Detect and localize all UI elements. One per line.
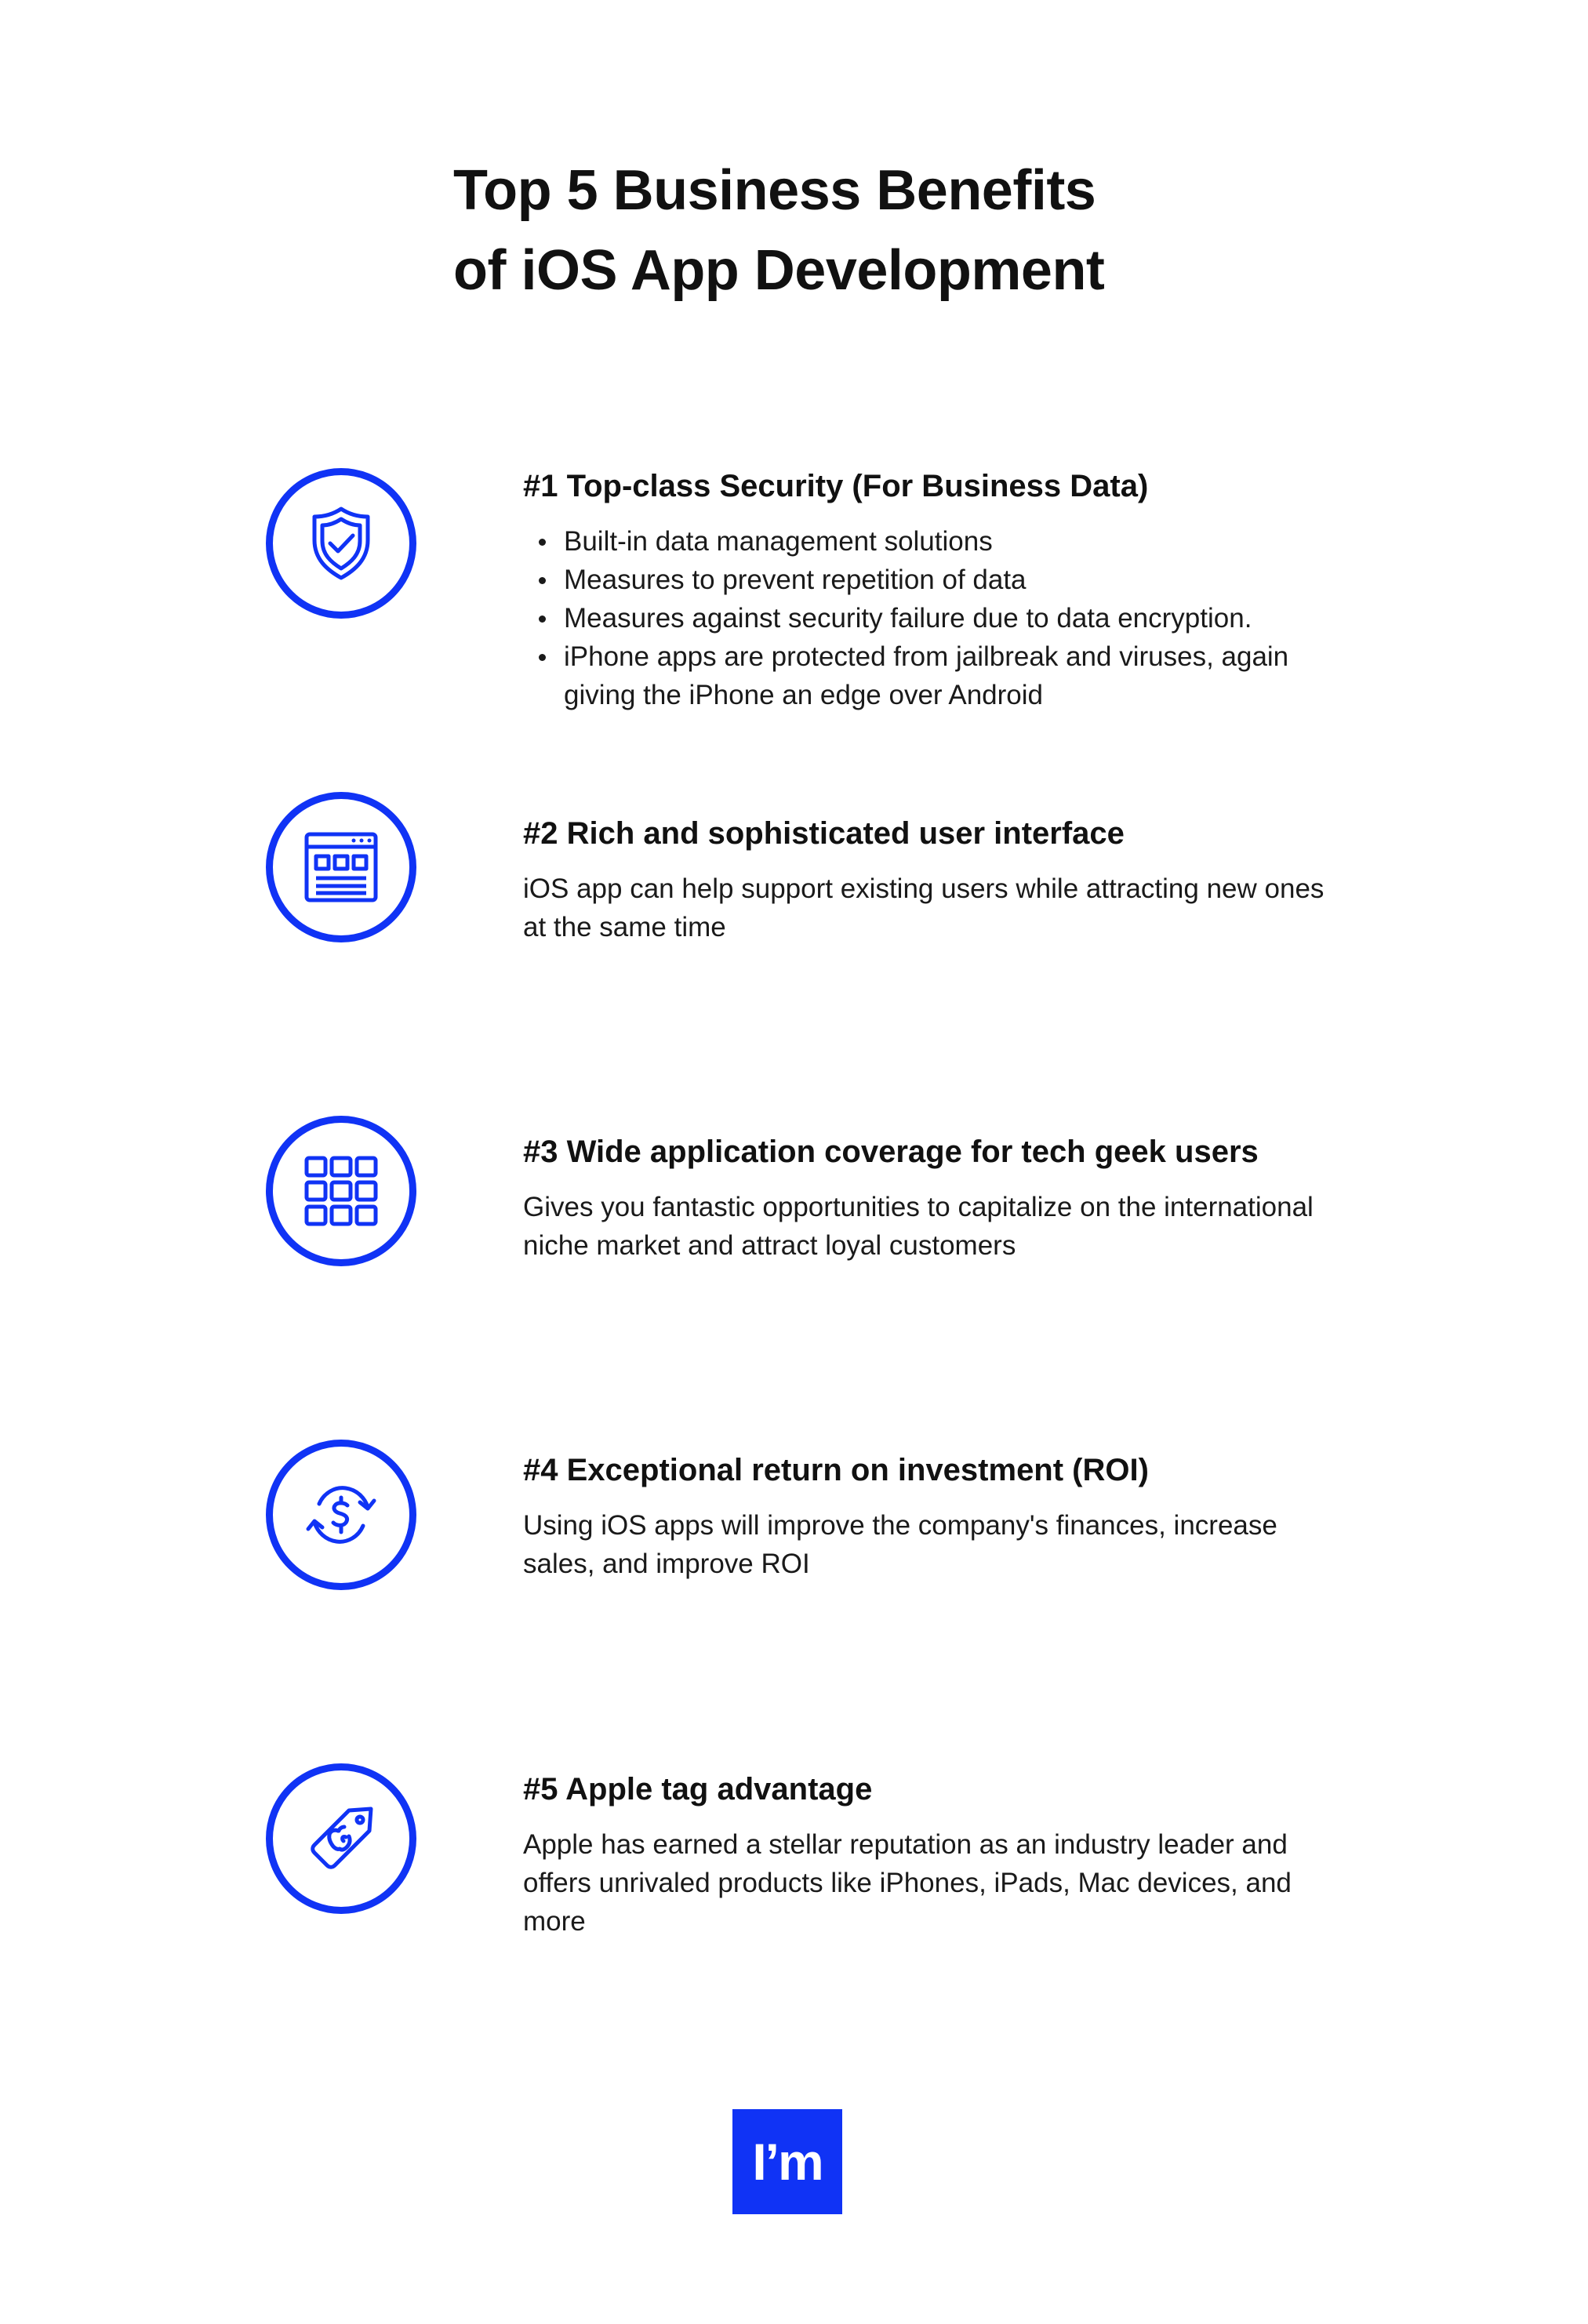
shield-check-icon — [310, 506, 372, 581]
page-title-line-2: of iOS App Development — [453, 239, 1105, 302]
apple-tag-icon-badge — [266, 1763, 416, 1914]
bullet-item: Measures against security failure due to data encryption. — [523, 599, 1346, 637]
apple-tag-icon — [303, 1801, 379, 1876]
interface-icon-badge — [266, 792, 416, 942]
benefit-heading: #4 Exceptional return on investment (ROI) — [523, 1453, 1149, 1487]
benefit-heading: #2 Rich and sophisticated user interface — [523, 816, 1125, 851]
security-icon-badge — [266, 468, 416, 619]
brand-logo-text: I’m — [752, 2133, 823, 2191]
benefit-bullet-list — [523, 522, 1346, 714]
benefit-description: Using iOS apps will improve the company's finances, increase sales, and improve ROI — [523, 1510, 1277, 1579]
bullet-item: Built-in data management solutions — [523, 522, 1346, 561]
benefit-description: iOS app can help support existing users while attracting new ones at the same time — [523, 873, 1325, 942]
roi-icon-badge — [266, 1440, 416, 1590]
benefit-4 — [523, 1450, 1346, 1583]
page-title-line-1: Top 5 Business Benefits — [453, 159, 1096, 222]
benefit-3 — [523, 1131, 1346, 1265]
bullet-item: Measures to prevent repetition of data — [523, 561, 1346, 599]
benefit-heading: #1 Top-class Security (For Business Data) — [523, 469, 1149, 503]
app-grid-icon — [303, 1153, 379, 1229]
bullet-item: iPhone apps are protected from jailbreak and viruses, again giving the iPhone an edge over Android — [523, 637, 1346, 714]
browser-window-icon — [303, 830, 379, 905]
benefit-heading: #5 Apple tag advantage — [523, 1772, 873, 1807]
dollar-exchange-icon — [297, 1482, 385, 1548]
benefit-5 — [523, 1769, 1346, 1941]
benefit-description: Apple has earned a stellar reputation as an industry leader and offers unrivaled products like iPhones, iPads, Mac devices, and more — [523, 1829, 1292, 1937]
coverage-icon-badge — [266, 1116, 416, 1266]
benefit-2 — [523, 813, 1346, 946]
page-title — [453, 151, 1316, 310]
benefit-heading: #3 Wide application coverage for tech geek users — [523, 1135, 1259, 1169]
benefit-description: Gives you fantastic opportunities to capitalize on the international niche market and attract loyal customers — [523, 1192, 1314, 1261]
benefit-1 — [523, 466, 1346, 714]
brand-logo — [732, 2109, 842, 2214]
